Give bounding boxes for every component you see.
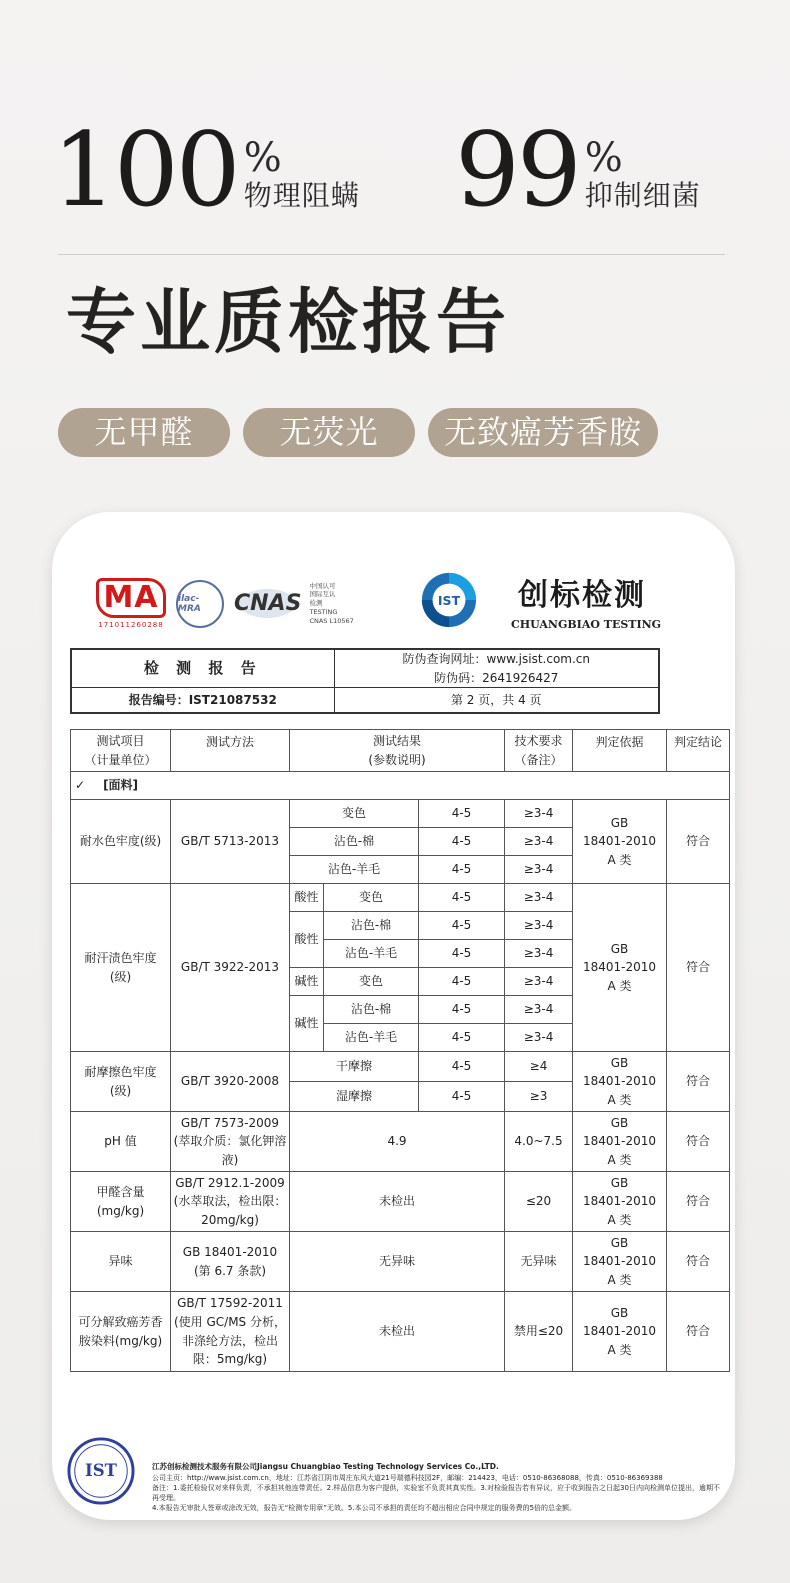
stat-number: 100 bbox=[52, 111, 238, 230]
footer-info bbox=[152, 1462, 722, 1513]
table-row: 异味 GB 18401-2010 (第 6.7 条款) 无异味 无异味 GB 18401-2010 A 类 符合 bbox=[71, 1232, 730, 1292]
ist-logo-icon bbox=[420, 571, 478, 629]
svg-text:IST: IST bbox=[85, 1459, 117, 1480]
stat-antibacterial bbox=[455, 111, 701, 230]
report-header-table bbox=[70, 648, 660, 714]
stat-description: 物理阻螨 bbox=[243, 179, 360, 212]
test-results-table: 测试项目 （计量单位） 测试方法 测试结果 (参数说明) 技术要求 （备注） 判定依据 判定结论 ✓ [面料] 耐水色牢度(级) GB/T 5713-2013 变色 4-5 ≥3-4 GB 18401-2010 A 类 符合 沾色-棉 4-5 ≥3-4 沾色-羊毛 4-5 ≥3-4 耐汗渍色牢度 (级) GB/T 3922-2013 酸性 变色 4-5 ≥3-4 GB 18401-2010 A 类 符合 酸性 沾色-棉 4-5 ≥3-4 沾色-羊毛 4-5 ≥3-4 碱性 变色 4-5 ≥3-4 碱性 沾色-棉 4-5 ≥3-4 沾色-羊毛 4-5 ≥3-4 耐摩擦色牢度 (级) GB/T 3920-2008 干摩擦 4-5 ≥4 GB 18401-2010 A 类 符合 湿摩擦 4-5 ≥3 pH 值 GB/T 7573-2009 (萃取介质：氯化钾溶 液) 4.9 4.0~7.5 GB 18401-2010 A 类 符合 甲醛含量 (mg/kg) GB/T 2912.1-2009 (水萃取法，检出限： 20mg/kg) 未检出 ≤20 GB 18401-2010 A 类 符合 异味 GB 18401-2010 (第 6.7 条款) 无异味 无异味 GB 18401-2010 A 类 符合 可分解致癌芳香 胺染料(mg/kg) GB/T 17592-2011 (使用 GC/MS 分析， 非涤纶方法，检出 限：5mg/kg) 未检出 禁用≤20 GB 18401-2010 A 类 符合 bbox=[70, 729, 730, 1372]
stat-number: 99 bbox=[455, 111, 579, 230]
table-row: 耐水色牢度(级) GB/T 5713-2013 变色 4-5 ≥3-4 GB 18401-2010 A 类 符合 bbox=[71, 800, 730, 828]
tag-no-fluorescent: 无荧光 bbox=[243, 408, 415, 457]
footer-note: 4.本报告无审批人签章或涂改无效，报告无“检测专用章”无效。5.本公司不承担的责任均不超出相应合同中规定的服务费的5倍的总金额。 bbox=[152, 1504, 577, 1513]
anti-fake-info: 防伪查询网址：www.jsist.com.cn 防伪码：2641926427 bbox=[334, 649, 659, 688]
page-title: 专业质检报告 bbox=[66, 281, 510, 363]
cnas-text: 中国认可 国际互认 检测 TESTING CNAS L10567 bbox=[309, 581, 354, 625]
certification-logos bbox=[96, 578, 354, 629]
tag-no-carcinogenic-amine: 无致癌芳香胺 bbox=[428, 408, 658, 457]
divider bbox=[58, 254, 725, 255]
table-row: 耐汗渍色牢度 (级) GB/T 3922-2013 酸性 变色 4-5 ≥3-4 GB 18401-2010 A 类 符合 bbox=[71, 884, 730, 912]
report-number: 报告编号：IST21087532 bbox=[71, 688, 334, 713]
stat-unit: % bbox=[584, 135, 623, 181]
company-name-cn: 创标检测 bbox=[518, 578, 646, 613]
section-row: ✓ [面料] bbox=[71, 772, 730, 800]
footer-note: 备注：1.委托检验仅对来样负责，不承担其他连带责任。2.样品信息为客户提供，实验室不负责其真实性。3.对检验报告若有异议，应于收到报告之日起30日内向检测单位提出，逾期不再受理。 bbox=[152, 1484, 720, 1503]
cnas-logo: CNAS bbox=[232, 585, 303, 622]
svg-text:IST: IST bbox=[437, 592, 461, 608]
company-name-en: CHUANGBIAO TESTING bbox=[511, 618, 662, 631]
stat-mite-block bbox=[52, 111, 360, 230]
table-row: 甲醛含量 (mg/kg) GB/T 2912.1-2009 (水萃取法，检出限： 20mg/kg) 未检出 ≤20 GB 18401-2010 A 类 符合 bbox=[71, 1172, 730, 1232]
cma-logo: MA 171011260288 bbox=[96, 578, 166, 629]
stat-unit: % bbox=[243, 135, 282, 181]
check-icon: ✓ bbox=[75, 778, 86, 793]
report-title: 检 测 报 告 bbox=[71, 649, 334, 688]
page-indicator: 第 2 页，共 4 页 bbox=[334, 688, 659, 713]
cma-number: 171011260288 bbox=[98, 621, 164, 629]
table-row: 耐摩擦色牢度 (级) GB/T 3920-2008 干摩擦 4-5 ≥4 GB 18401-2010 A 类 符合 bbox=[71, 1052, 730, 1082]
footer-address: 公司主页：http://www.jsist.com.cn，地址：江苏省江阴市周庄东风大道21号瑞德科技园2F，邮编：214423，电话：0510-86368088，传真：0510-86369388 bbox=[152, 1473, 663, 1482]
table-row: 可分解致癌芳香 胺染料(mg/kg) GB/T 17592-2011 (使用 GC/MS 分析， 非涤纶方法，检出 限：5mg/kg) 未检出 禁用≤20 GB 18401-2010 A 类 符合 bbox=[71, 1292, 730, 1372]
footer-company: 江苏创标检测技术服务有限公司Jiangsu Chuangbiao Testing Technology Services Co.,LTD. bbox=[152, 1462, 499, 1471]
table-header-row: 测试项目 （计量单位） 测试方法 测试结果 (参数说明) 技术要求 （备注） 判定依据 判定结论 bbox=[71, 730, 730, 772]
table-row: pH 值 GB/T 7573-2009 (萃取介质：氯化钾溶 液) 4.9 4.0~7.5 GB 18401-2010 A 类 符合 bbox=[71, 1112, 730, 1172]
ist-seal-icon bbox=[67, 1437, 135, 1505]
tag-no-formaldehyde: 无甲醛 bbox=[58, 408, 230, 457]
stat-description: 抑制细菌 bbox=[584, 179, 701, 212]
tag-list bbox=[58, 408, 658, 457]
ilac-mra-logo: ilac-MRA bbox=[176, 580, 224, 628]
